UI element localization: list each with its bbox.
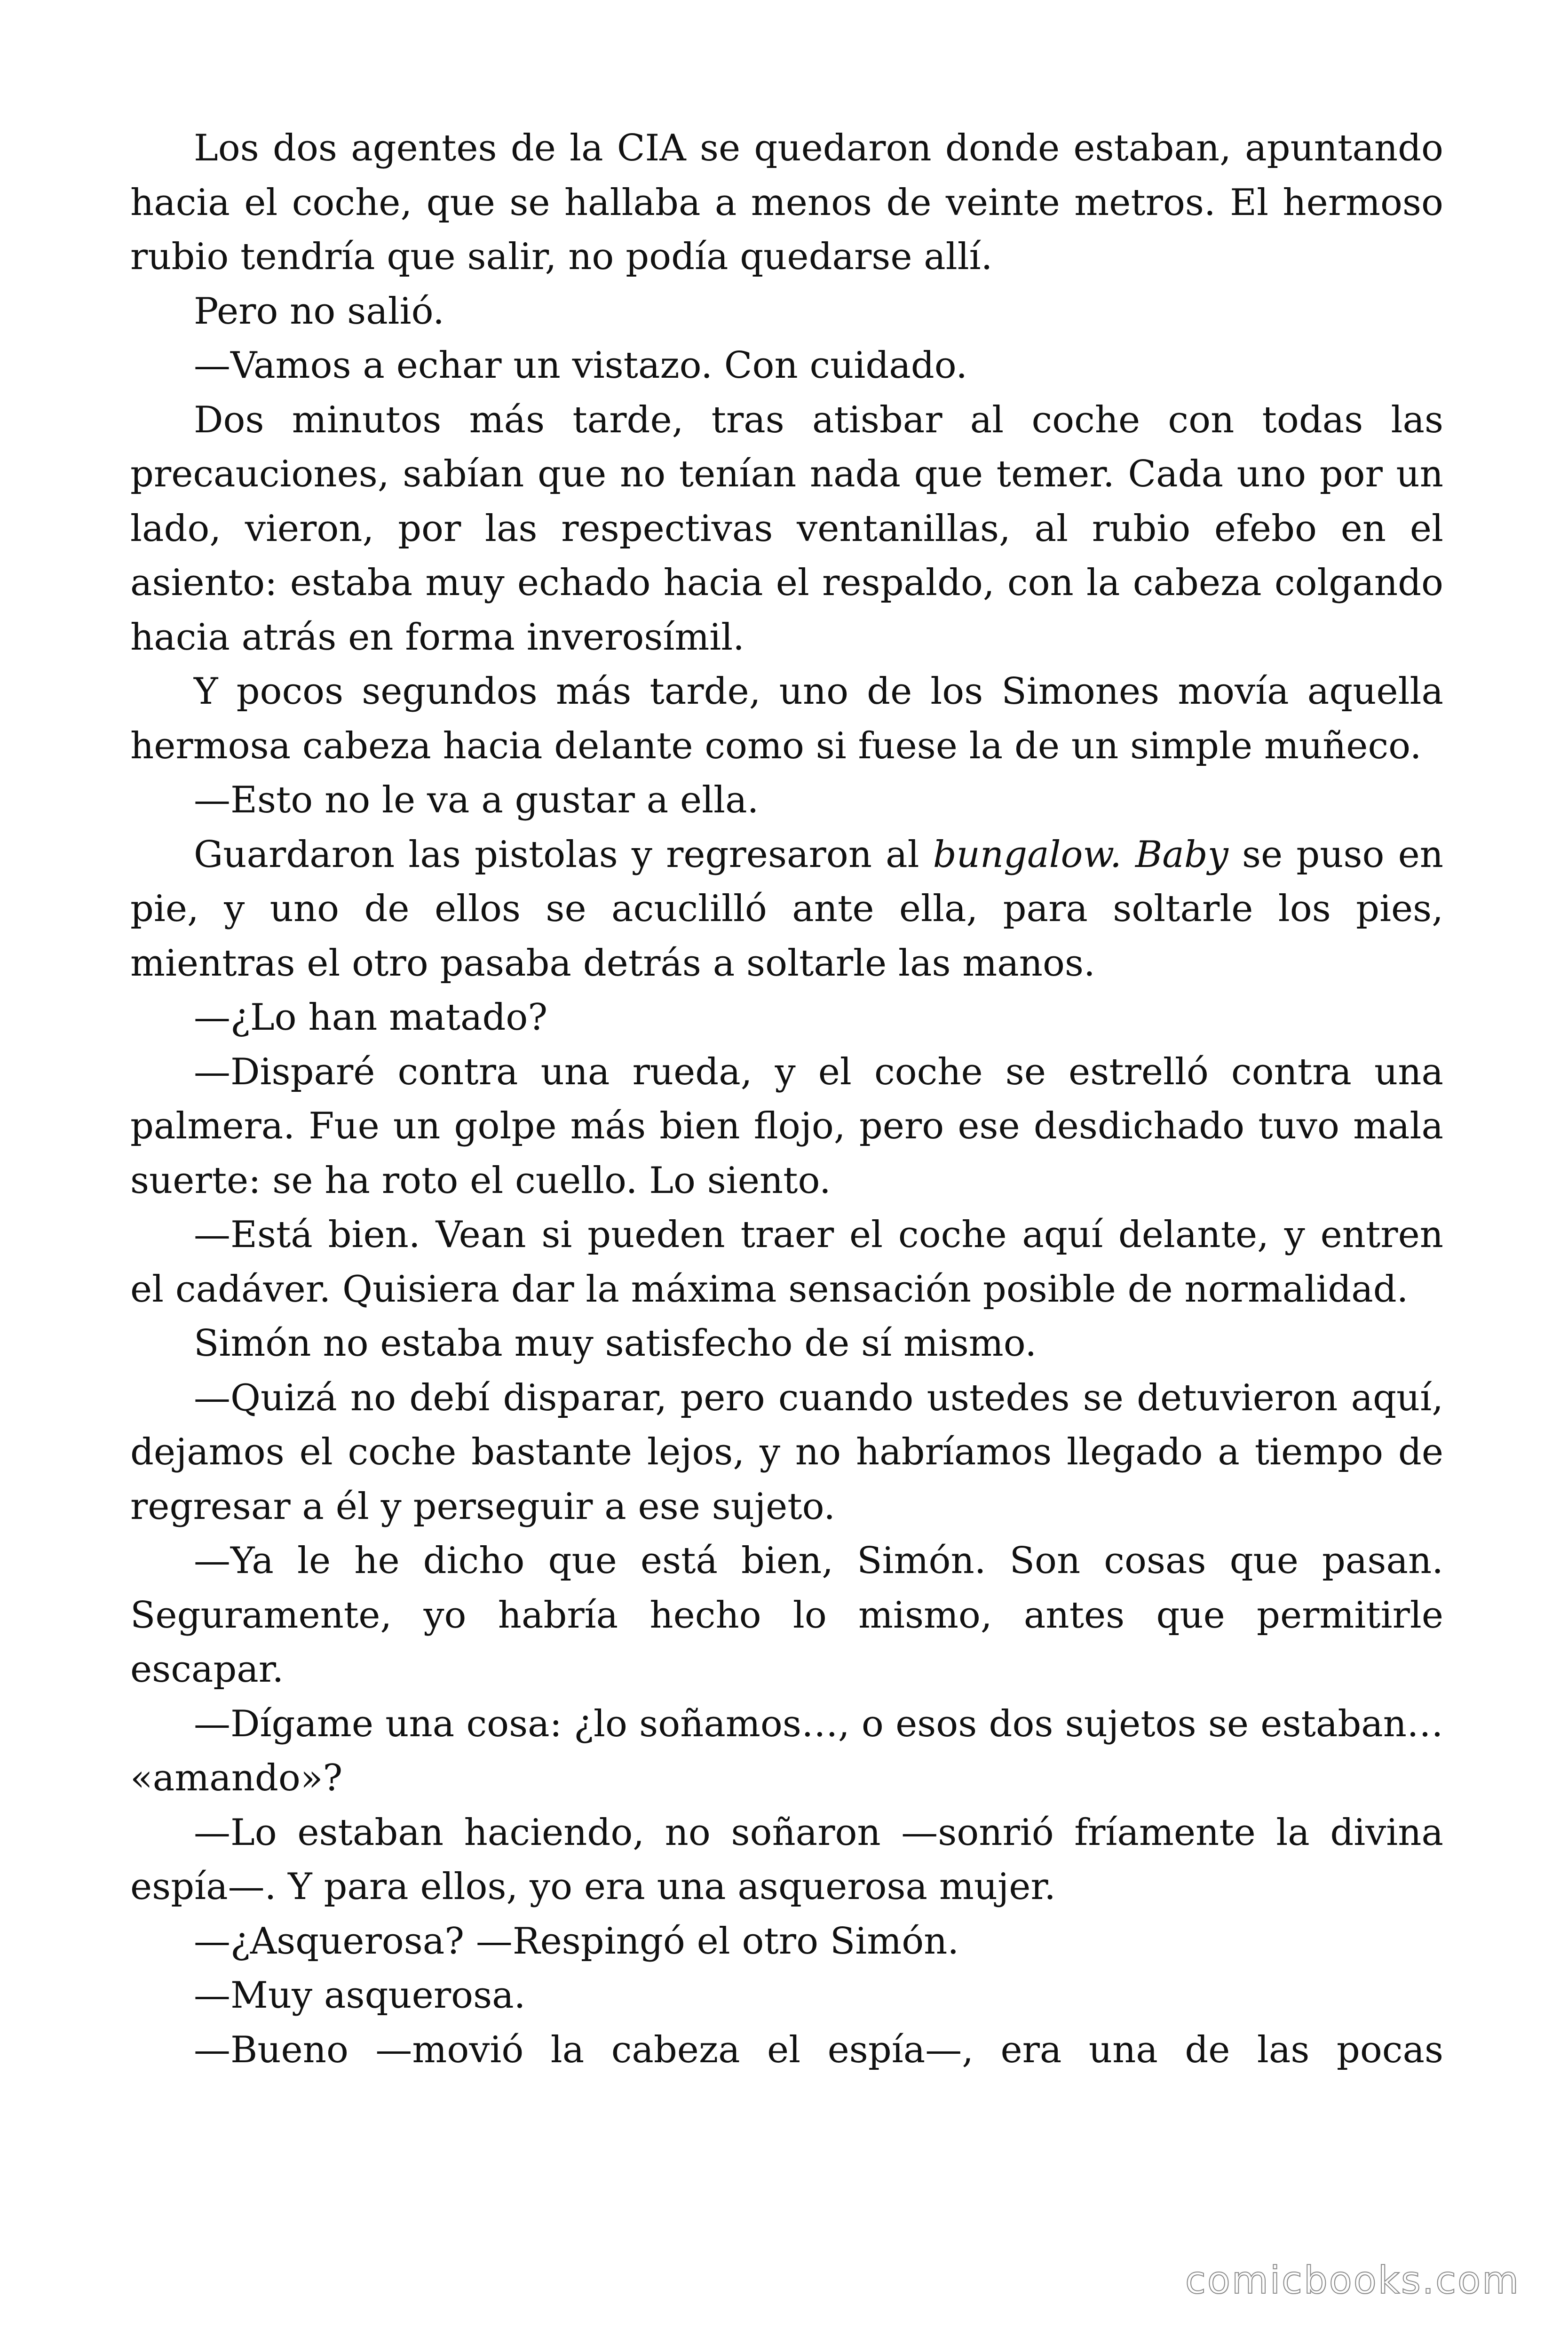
paragraph-segment: Los dos agentes de la CIA se quedaron donde estaban, apuntando hacia el coche, que se hallaba a menos de veinte metros. El hermoso rubio tendría que salir, no podía quedarse allí.	[130, 127, 1443, 278]
paragraph-segment: Dos minutos más tarde, tras atisbar al coche con todas las precauciones, sabían que no tenían nada que temer. Cada uno por un lado, vieron, por las respectivas ventanillas, al rubio efebo en el asiento: estaba muy echado hacia el respaldo, con la cabeza colgando hacia atrás en forma inverosímil.	[130, 398, 1443, 659]
paragraph-segment: Y pocos segundos más tarde, uno de los Simones movía aquella hermosa cabeza hacia delante como si fuese la de un simple muñeco.	[130, 670, 1443, 767]
paragraph-segment: —Vamos a echar un vistazo. Con cuidado.	[194, 344, 968, 387]
watermark-logo: comicbooks.com	[1185, 2258, 1520, 2302]
page-body	[130, 121, 1443, 2077]
paragraph	[130, 1806, 1443, 1915]
paragraph	[130, 1915, 1443, 1969]
paragraph-segment: —Quizá no debí disparar, pero cuando ustedes se detuvieron aquí, dejamos el coche bastante lejos, y no habríamos llegado a tiempo de regresar a él y perseguir a ese sujeto.	[130, 1376, 1443, 1528]
paragraph-segment: —Disparé contra una rueda, y el coche se estrelló contra una palmera. Fue un golpe más bien flojo, pero ese desdichado tuvo mala suerte: se ha roto el cuello. Lo siento.	[130, 1050, 1443, 1202]
paragraph-last-line	[130, 2023, 1443, 2078]
paragraph-segment: —Ya le he dicho que está bien, Simón. Son cosas que pasan. Seguramente, yo habría hecho lo mismo, antes que permitirle escapar.	[130, 1540, 1443, 1691]
paragraph	[130, 1317, 1443, 1371]
paragraph	[130, 1371, 1443, 1534]
paragraph-segment: —Esto no le va a gustar a ella.	[194, 779, 759, 821]
paragraph-segment: Simón no estaba muy satisfecho de sí mismo.	[194, 1322, 1037, 1365]
paragraph	[130, 1534, 1443, 1697]
italic-term: bungalow.	[933, 833, 1122, 876]
paragraph	[130, 1208, 1443, 1317]
paragraph-segment: —Dígame una cosa: ¿lo soñamos…, o esos dos sujetos se estaban… «amando»?	[130, 1702, 1443, 1799]
paragraph-segment: Guardaron las pistolas y regresaron al	[194, 833, 933, 876]
paragraph	[130, 393, 1443, 665]
paragraph	[130, 1045, 1443, 1208]
paragraph-segment: —Bueno —movió la cabeza el espía—, era una de las pocas	[194, 2028, 1443, 2071]
paragraph-segment: Pero no salió.	[194, 290, 444, 333]
paragraph-segment: —¿Lo han matado?	[194, 996, 548, 1039]
paragraph	[130, 121, 1443, 285]
paragraph-segment	[1122, 834, 1135, 876]
italic-name: Baby	[1135, 833, 1228, 876]
paragraph-segment: se puso en pie, y uno de ellos se acuclilló ante ella, para soltarle los pies, mientras el otro pasaba detrás a soltarle las manos.	[130, 833, 1444, 985]
paragraph-segment: —Lo estaban haciendo, no soñaron —sonrió fríamente la divina espía—. Y para ellos, yo era una asquerosa mujer.	[130, 1811, 1443, 1908]
paragraph	[130, 339, 1443, 393]
paragraph	[130, 285, 1443, 339]
paragraph	[130, 773, 1443, 828]
paragraph	[130, 991, 1443, 1045]
paragraph	[130, 828, 1443, 991]
paragraph	[130, 1697, 1443, 1806]
paragraph-segment: —¿Asquerosa? —Respingó el otro Simón.	[194, 1920, 959, 1963]
paragraph	[130, 1969, 1443, 2023]
paragraph	[130, 665, 1443, 773]
paragraph-segment: —Muy asquerosa.	[194, 1974, 526, 2017]
paragraph-segment: —Está bien. Vean si pueden traer el coche aquí delante, y entren el cadáver. Quisiera dar la máxima sensación posible de normalidad.	[130, 1214, 1443, 1311]
